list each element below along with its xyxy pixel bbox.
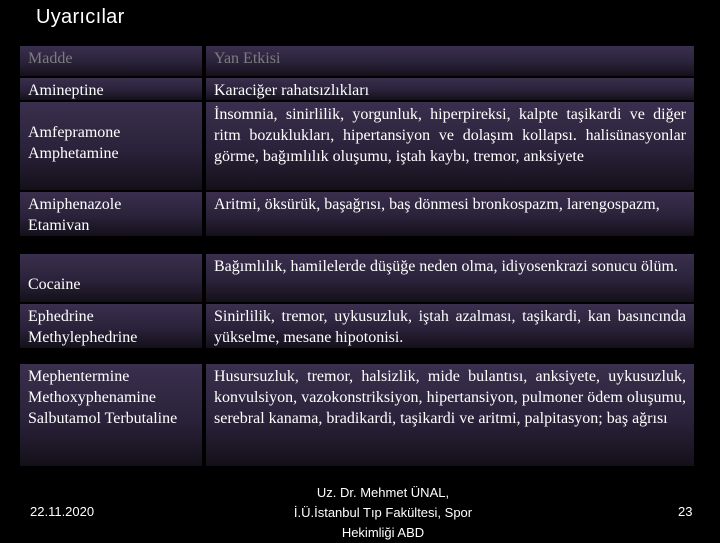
table-row-substance: Amiphenazole Etamivan bbox=[20, 192, 202, 236]
page-number: 23 bbox=[678, 504, 693, 519]
table-row-side-effect: İnsomnia, sinirlilik, yorgunluk, hiperpireksi, kalpte taşikardi ve diğer ritm bozuklukları, hipertansiyon ve dolaşım kollapsı. halisünasyonlar görme, bağımlılık oluşumu, iştah kaybı, tremor, anksiyete bbox=[206, 102, 694, 190]
header-side-effect: Yan Etkisi bbox=[206, 46, 694, 76]
footer-author-line: İ.Ü.İstanbul Tıp Fakültesi, Spor bbox=[293, 505, 473, 520]
footer-date: 22.11.2020 bbox=[30, 504, 95, 519]
table-row-substance: Cocaine bbox=[20, 254, 202, 302]
header-substance: Madde bbox=[20, 46, 202, 76]
table-row-side-effect: Husursuzluk, tremor, halsizlik, mide bulantısı, anksiyete, uykusuzluk, konvulsiyon, vazokonstriksiyon, hipertansiyon, pulmoner ödem oluşumu, serebral kanama, bradikardi, taşikardi ve aritmi, palpitasyon; baş ağrısı bbox=[206, 364, 694, 466]
footer-author-line: Hekimliği ABD bbox=[341, 525, 425, 540]
table-row-substance: Ephedrine Methylephedrine bbox=[20, 304, 202, 348]
table-row-side-effect: Sinirlilik, tremor, uykusuzluk, iştah azalması, taşikardi, kan basıncında yükselme, mesane hipotonisi. bbox=[206, 304, 694, 348]
side-effects-table bbox=[20, 46, 694, 466]
slide-title: Uyarıcılar bbox=[36, 6, 125, 28]
table-row-substance: Amineptine bbox=[20, 78, 202, 100]
footer-author bbox=[290, 483, 476, 543]
footer-author-line: Uz. Dr. Mehmet ÜNAL, bbox=[316, 485, 450, 500]
table-row-side-effect: Karaciğer rahatsızlıkları bbox=[206, 78, 694, 100]
table-row-substance: Mephentermine Methoxyphenamine Salbutamol Terbutaline bbox=[20, 364, 202, 466]
table-row-side-effect: Bağımlılık, hamilelerde düşüğe neden olma, idiyosenkrazi sonucu ölüm. bbox=[206, 254, 694, 302]
table-row-side-effect: Aritmi, öksürük, başağrısı, baş dönmesi bronkospazm, larengospazm, bbox=[206, 192, 694, 236]
table-row-substance: Amfepramone Amphetamine bbox=[20, 102, 202, 190]
